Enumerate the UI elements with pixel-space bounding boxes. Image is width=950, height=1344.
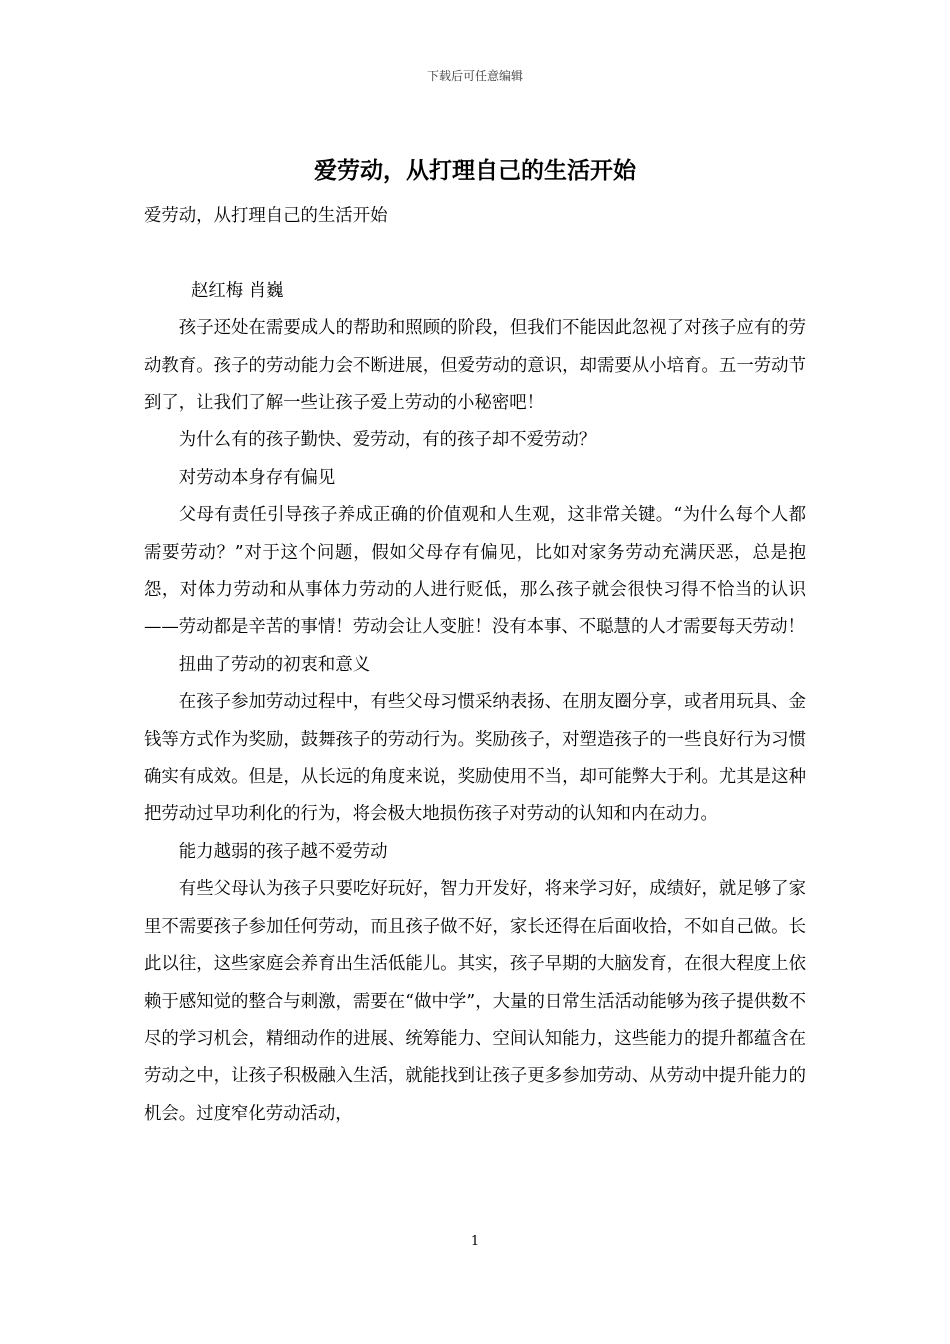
section-heading-ability: 能力越弱的孩子越不爱劳动 <box>178 841 388 862</box>
paragraph-distortion: 在孩子参加劳动过程中，有些父母习惯采纳表扬、在朋友圈分享，或者用玩具、金钱等方式作为奖励，鼓舞孩子的劳动行为。奖励孩子，对塑造孩子的一些良好行为习惯确实有成效。但是，从长远的角度来说，奖励使用不当，却可能弊大于利。尤其是这种把劳动过早功利化的行为，将会极大地损伤孩子对劳动的认知和内在动力。 <box>144 692 806 825</box>
section-heading-distortion: 扭曲了劳动的初衷和意义 <box>178 654 371 675</box>
document-body <box>144 198 806 1133</box>
paragraph-intro: 孩子还处在需要成人的帮助和照顾的阶段，但我们不能因此忽视了对孩子应有的劳动教育。孩子的劳动能力会不断进展，但爱劳动的意识，却需要从小培育。五一劳动节到了，让我们了解一些让孩子爱上劳动的小秘密吧！ <box>144 318 806 414</box>
document-title: 爱劳动，从打理自己的生活开始 <box>314 157 636 184</box>
paragraph-ability: 有些父母认为孩子只要吃好玩好，智力开发好，将来学习好，成绩好，就足够了家里不需要孩子参加任何劳动，而且孩子做不好，家长还得在后面收拾，不如自己做。长此以往，这些家庭会养育出生活低能儿。其实，孩子早期的大脑发育，在很大程度上依赖于感知觉的整合与刺激，需要在“做中学”，大量的日常生活活动能够为孩子提供数不尽的学习机会，精细动作的进展、统筹能力、空间认知能力，这些能力的提升都蕴含在劳动之中，让孩子积极融入生活，就能找到让孩子更多参加劳动、从劳动中提升能力的机会。过度窄化劳动活动， <box>144 879 806 1124</box>
author-line: 赵红梅 肖巍 <box>191 280 284 301</box>
blank-line <box>144 235 806 272</box>
paragraph-question: 为什么有的孩子勤快、爱劳动，有的孩子却不爱劳动？ <box>178 430 597 451</box>
section-heading-prejudice: 对劳动本身存有偏见 <box>178 467 336 488</box>
page-header-note: 下载后可任意编辑 <box>426 69 523 83</box>
paragraph-prejudice: 父母有责任引导孩子养成正确的价值观和人生观，这非常关键。“为什么每个人都需要劳动？”对于这个问题，假如父母存有偏见，比如对家务劳动充满厌恶，总是抱怨，对体力劳动和从事体力劳动的人进行贬低，那么孩子就会很快习得不恰当的认识——劳动都是辛苦的事情！劳动会让人变脏！没有本事、不聪慧的人才需要每天劳动！ <box>144 505 806 638</box>
page-number: 1 <box>470 1234 480 1249</box>
document-subtitle: 爱劳动，从打理自己的生活开始 <box>144 206 388 226</box>
